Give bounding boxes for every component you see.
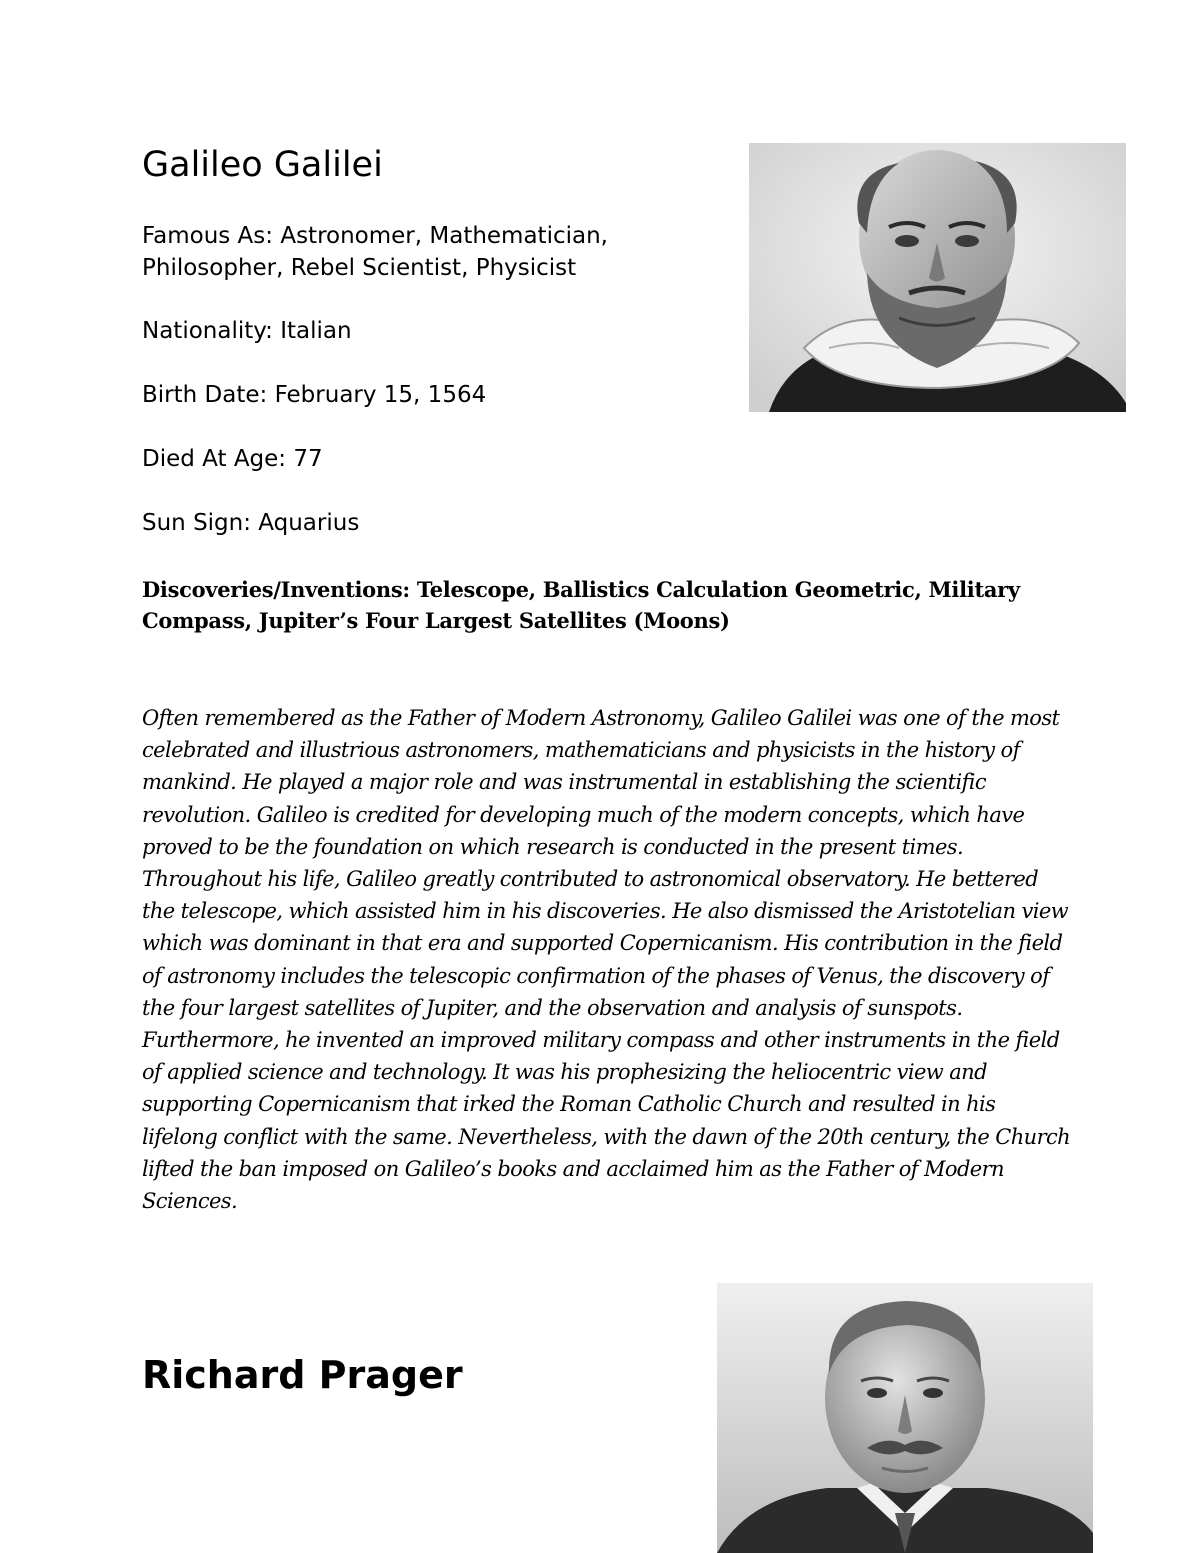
sun-sign-field: Sun Sign: Aquarius bbox=[142, 510, 360, 536]
birth-date-field: Birth Date: February 15, 1564 bbox=[142, 382, 487, 408]
person-name-prager: Richard Prager bbox=[142, 1353, 463, 1397]
prager-portrait bbox=[717, 1283, 1093, 1553]
discoveries-field: Discoveries/Inventions: Telescope, Ballistics Calculation Geometric, Military Compass, Jupiter’s Four Largest Satellites (Moons) bbox=[142, 577, 1020, 633]
nationality-field: Nationality: Italian bbox=[142, 318, 352, 344]
prager-portrait-graphic bbox=[717, 1283, 1093, 1553]
person-name-galileo: Galileo Galilei bbox=[142, 145, 383, 185]
galileo-portrait-graphic bbox=[749, 143, 1126, 412]
biography-paragraph: Often remembered as the Father of Modern Astronomy, Galileo Galilei was one of the most celebrated and illustrious astronomers, mathematicians and physicists in the history of mankind. He played a major role and was instrumental in establishing the scientific revolution. Galileo is credited for developing much of the modern concepts, which have proved to be the foundation on which research is conducted in the present times. Throughout his life, Galileo greatly contributed to astronomical observatory. He bettered the telescope, which assisted him in his discoveries. He also dismissed the Aristotelian view which was dominant in that era and supported Copernicanism. His contribution in the field of astronomy includes the telescopic confirmation of the phases of Venus, the discovery of the four largest satellites of Jupiter, and the observation and analysis of sunspots. Furthermore, he invented an improved military compass and other instruments in the field of applied science and technology. It was his prophesizing the heliocentric view and supporting Copernicanism that irked the Roman Catholic Church and resulted in his lifelong conflict with the same. Nevertheless, with the dawn of the 20th century, the Church lifted the ban imposed on Galileo’s books and acclaimed him as the Father of Modern Sciences. bbox=[142, 706, 1071, 1214]
died-at-age-field: Died At Age: 77 bbox=[142, 446, 323, 472]
galileo-portrait bbox=[749, 143, 1126, 412]
famous-as-field: Famous As: Astronomer, Mathematician, Philosopher, Rebel Scientist, Physicist bbox=[142, 223, 608, 281]
